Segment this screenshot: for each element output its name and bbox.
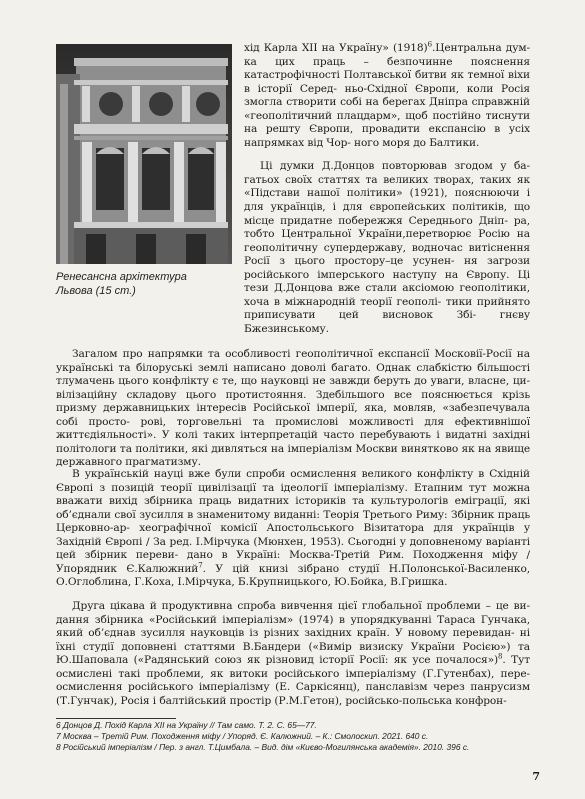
- lviv-renaissance-architecture-photo: [56, 44, 232, 264]
- paragraph-5-text-cont: . Тут осмислені такі проблеми, як витоки російського імперіалізму (Г.Гутенбах), пере- осмислення російського імперіалізму (Е. Саркісянц), панславізм через панрусизм (Т.Гунчак), Росія і балтійський простір (Р.М.Гетон), російсько-польська конфрон-: [56, 654, 530, 707]
- footnote-ref-6[interactable]: 6: [427, 40, 432, 49]
- paragraph-3-block: [56, 348, 530, 470]
- footnote-8: 8 Російський імперіалізм / Пер. з англ. Т.Цимбала. – Вид. дім «Києво-Могилянська академія». 2010. 396 с.: [56, 742, 470, 753]
- paragraph-4: [56, 468, 530, 590]
- paragraph-4-text-cont: . У цій книзі зібрано студії Н.Полонської-Василенко, О.Оглоблина, Г.Коха, І.Мірчука, Б.Крупницького, Ю.Бойка, В.Гришка.: [56, 562, 531, 589]
- paragraph-4-text: В українській науці вже були спроби осмислення великого конфлікту в Східній Європі з позицій теорії цивілізації та ідеології імперіалізму. Етапним тут можна вважати вихід збірника праць видатних істориків та культурологів еміграції, які об’єднали свої зусилля в знаменитому виданні: Теорія Третього Риму: Збірник праць Церковно-ар- хеографічної комісії Апостольського Візитатора для українців у Західній Європі / За ред. І.Мірчука (Мюнхен, 1953). Сьогодні у доповненому варіанті цей збірник переви- дано в Україні: Москва-Третій Рим. Походження міфу / Упорядник Є.Калюжний: [56, 468, 530, 575]
- paragraph-5-block: [56, 600, 530, 708]
- building-facade-image: [56, 44, 232, 264]
- footnote-7: 7 Москва – Третій Рим. Походження міфу / Упоряд. Є. Калюжний. – К.: Смолоскип. 2021. 640 с.: [56, 731, 429, 742]
- footnote-ref-7[interactable]: 7: [198, 561, 203, 570]
- caption-line-2: Львова (15 ст.): [56, 285, 136, 297]
- paragraph-3: Загалом про напрямки та особливості геополітичної експансії Московії-Росії на українські та білоруські землі написано доволі багато. Однак слабкістю більшості тлумачень цього конфлікту є те, що науковці не завжди беруть до уваги, власне, ци- вілізаційну складову цього протистояння. Здебільшого все пояснюється крізь призму державницьких інтересів Російської імперії, яка, мовляв, «забезпечувала собі просто- рові, торговельні та промислові можливості для ефективнішої життєдіяльності». У колі таких інтерпретацій часто перебувають і видатні західні політологи та політики, які дивляться на імперіалізм Москви винятково як на явище державного прагматизму.: [56, 348, 530, 469]
- right-column-text: [244, 42, 530, 336]
- caption-line-1: Ренесансна архітектура: [56, 271, 187, 283]
- paragraph-2: Ці думки Д.Донцов повторював згодом у ба- гатьох своїх статтях та великих творах, таких як «Підстави нашої політики» (1921), пояснюючи і для українців, і для європейських політиків, що місце придатне побережжя Середнього Дніп- ра, тобто Центральної України,перетворює Росію на геополітичну супердержаву, водночас витіснення Росії з цього простору–це усунен- ня загрози російського імперського наступу на Європу. Ці тези Д.Донцова вже стали аксіомою геополітики, хоча в міжнародній теорії геополі- тики прийнято приписувати цей висновок Збі- гнєву Бжезинському.: [244, 160, 530, 335]
- footnote-separator: [56, 718, 176, 719]
- paragraph-4-block: [56, 468, 530, 590]
- paragraph-1: [244, 42, 530, 150]
- paragraph-5-text: Друга цікава й продуктивна спроба вивчення цієї глобальної проблеми – це ви- дання збірника «Російський імперіалізм» (1974) в упорядкуванні Тараса Гунчака, який об’єднав зусилля науковців із різних західних країн. У новому перевидан- ні їхні студії доповнені статтями В.Бандери («Вимір визиску України Росією») та Ю.Шаповала («Радянський союз як різновид історії Росії: як усе почалося»): [56, 600, 530, 667]
- page-number: 7: [532, 770, 540, 783]
- footnote-ref-8[interactable]: 8: [498, 652, 503, 661]
- paragraph-5: [56, 600, 530, 708]
- paragraph-1-text: хід Карла ХІІ на Україну» (1918): [244, 42, 428, 54]
- footnote-6: 6 Донцов Д. Похід Карла ХІІ на Україну // Там само. Т. 2. С. 65—77.: [56, 720, 317, 730]
- paragraph-1-text-cont: .Центральна дум- ка цих праць – безпочинне пояснення катастрофічності Полтавської битви як темної віхи в історії Серед- ньо-Східної Європи, коли Росія змогла створити собі на берегах Дніпра справжній «геополітичний плацдарм», щоб постійно тиснути на решту Європи, провадити експансію в усіх напрямках від Чор- ного моря до Балтики.: [244, 42, 530, 149]
- footnotes: [56, 720, 530, 754]
- figure-caption: [56, 270, 232, 298]
